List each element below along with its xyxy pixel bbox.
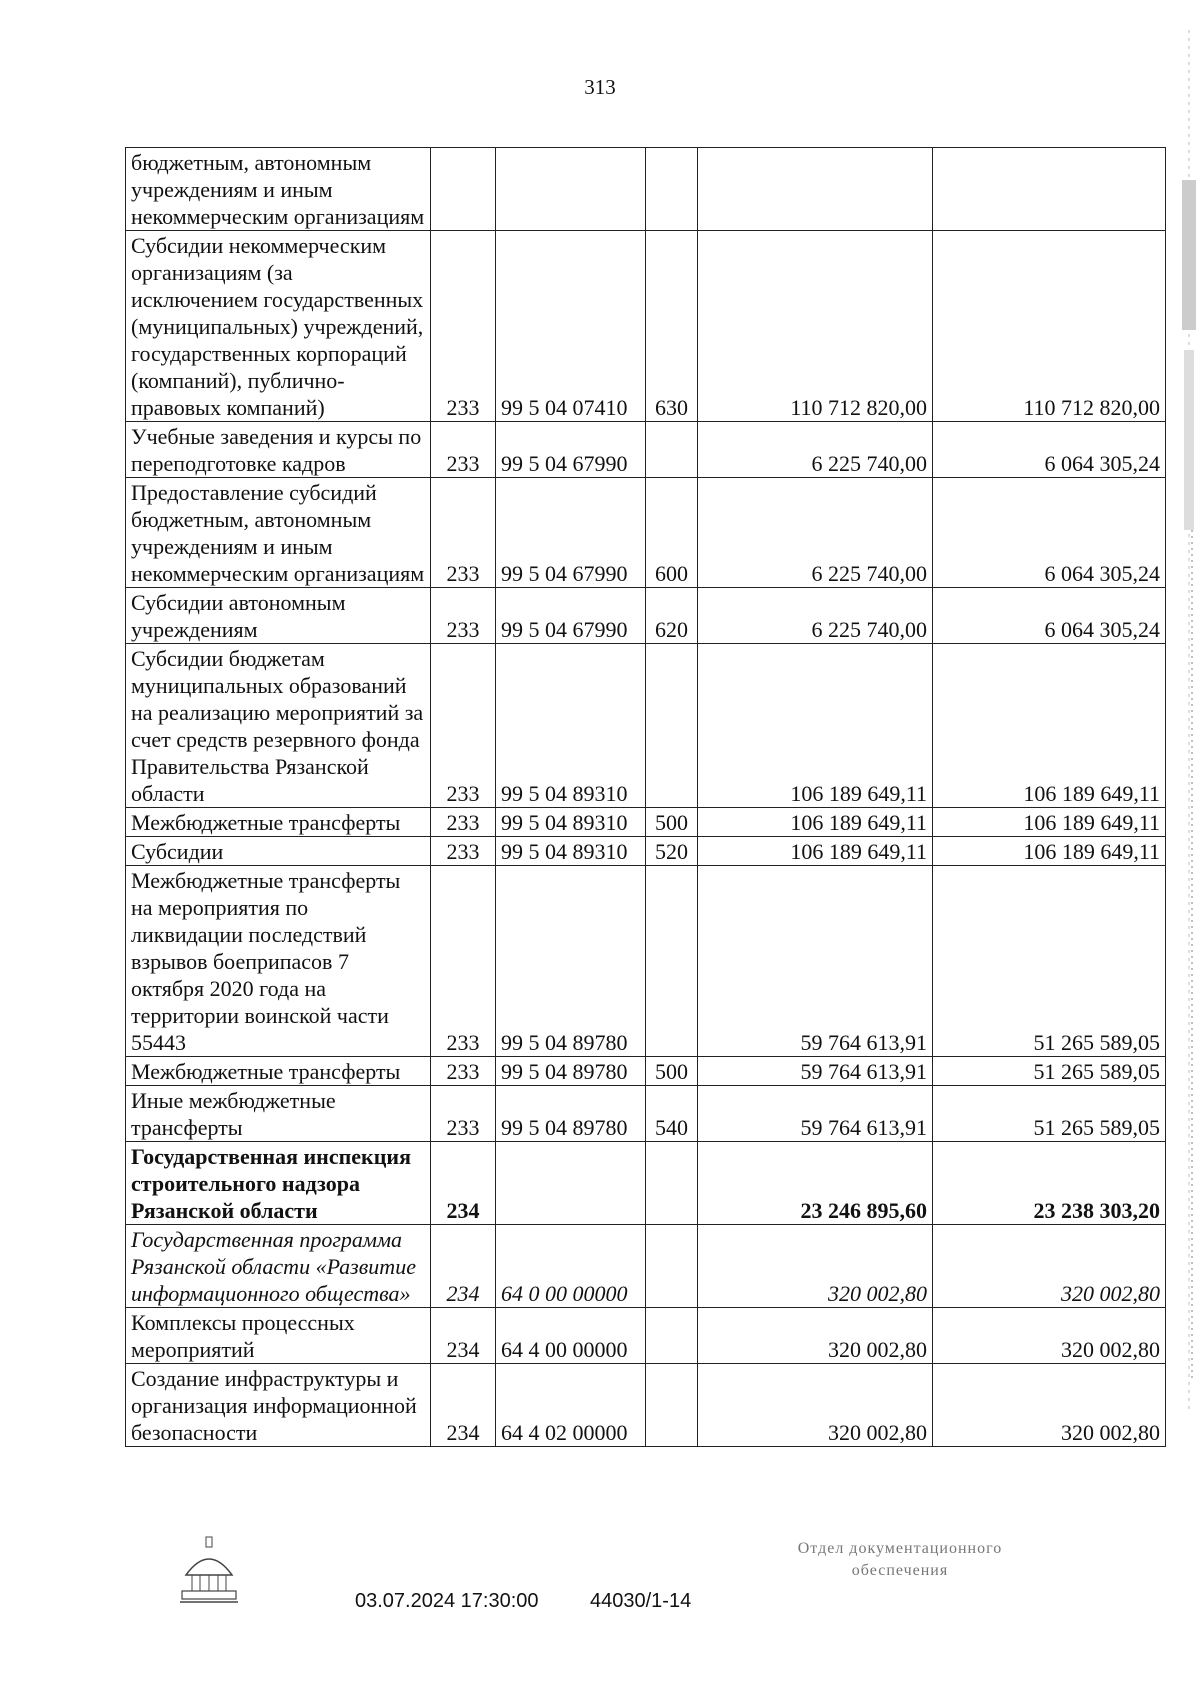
row-name: Межбюджетные трансферты — [126, 1057, 431, 1086]
row-name: Субсидии некоммерческим организациям (за исключением государственных (муниципальных) учреждений, государственных корпораций (компаний), публично-правовых компаний) — [126, 231, 431, 422]
footer-date: 03.07.2024 17:30:00 — [355, 1590, 539, 1612]
stamp-line-2: обеспечения — [851, 1562, 949, 1579]
row-name: Межбюджетные трансферты — [126, 808, 431, 837]
table-row — [126, 808, 1166, 837]
row-cs-code: 99 5 04 67990 — [496, 588, 646, 644]
row-amount-executed: 106 189 649,11 — [933, 808, 1166, 837]
row-name: бюджетным, автономным учреждениям и иным некоммерческим организациям — [126, 148, 431, 231]
row-vr-code — [646, 1142, 698, 1225]
row-cs-code — [496, 148, 646, 231]
row-vr-code: 520 — [646, 837, 698, 866]
row-vr-code: 500 — [646, 1057, 698, 1086]
row-gr-code: 233 — [431, 837, 496, 866]
table-row — [126, 837, 1166, 866]
row-vr-code: 620 — [646, 588, 698, 644]
table-row — [126, 1364, 1166, 1447]
row-cs-code: 99 5 04 67990 — [496, 478, 646, 588]
row-name: Субсидии — [126, 837, 431, 866]
row-amount-planned: 23 246 895,60 — [698, 1142, 933, 1225]
row-cs-code: 64 4 00 00000 — [496, 1308, 646, 1364]
row-cs-code: 99 5 04 89310 — [496, 837, 646, 866]
row-amount-executed: 6 064 305,24 — [933, 478, 1166, 588]
row-amount-planned: 320 002,80 — [698, 1225, 933, 1308]
row-vr-code: 500 — [646, 808, 698, 837]
row-gr-code: 233 — [431, 422, 496, 478]
row-amount-planned: 6 225 740,00 — [698, 588, 933, 644]
row-amount-planned: 106 189 649,11 — [698, 808, 933, 837]
row-cs-code: 99 5 04 89310 — [496, 808, 646, 837]
row-cs-code: 64 4 02 00000 — [496, 1364, 646, 1447]
row-gr-code: 233 — [431, 866, 496, 1057]
table-row — [126, 588, 1166, 644]
row-amount-executed: 106 189 649,11 — [933, 644, 1166, 808]
row-amount-executed: 110 712 820,00 — [933, 231, 1166, 422]
row-amount-executed: 51 265 589,05 — [933, 1057, 1166, 1086]
table-row — [126, 422, 1166, 478]
row-name: Комплексы процессных мероприятий — [126, 1308, 431, 1364]
row-gr-code: 233 — [431, 478, 496, 588]
row-amount-executed: 51 265 589,05 — [933, 1086, 1166, 1142]
row-cs-code — [496, 1142, 646, 1225]
row-amount-executed: 320 002,80 — [933, 1225, 1166, 1308]
row-cs-code: 99 5 04 67990 — [496, 422, 646, 478]
row-amount-executed: 6 064 305,24 — [933, 588, 1166, 644]
row-cs-code: 99 5 04 89780 — [496, 1057, 646, 1086]
row-vr-code — [646, 148, 698, 231]
row-gr-code: 233 — [431, 1057, 496, 1086]
row-amount-executed: 51 265 589,05 — [933, 866, 1166, 1057]
row-amount-executed: 6 064 305,24 — [933, 422, 1166, 478]
row-name: Межбюджетные трансферты на мероприятия по ликвидации последствий взрывов боеприпасов 7 октября 2020 года на территории воинской части 55443 — [126, 866, 431, 1057]
row-gr-code: 233 — [431, 231, 496, 422]
row-cs-code: 99 5 04 89310 — [496, 644, 646, 808]
row-vr-code — [646, 1364, 698, 1447]
row-vr-code: 540 — [646, 1086, 698, 1142]
row-name: Государственная инспекция строительного надзора Рязанской области — [126, 1142, 431, 1225]
row-amount-planned: 6 225 740,00 — [698, 422, 933, 478]
row-amount-planned: 110 712 820,00 — [698, 231, 933, 422]
row-amount-planned: 320 002,80 — [698, 1308, 933, 1364]
row-gr-code: 234 — [431, 1142, 496, 1225]
row-name: Создание инфраструктуры и организация информационной безопасности — [126, 1364, 431, 1447]
row-amount-planned: 106 189 649,11 — [698, 644, 933, 808]
row-name: Субсидии бюджетам муниципальных образований на реализацию мероприятий за счет средств резервного фонда Правительства Рязанской области — [126, 644, 431, 808]
table-row — [126, 644, 1166, 808]
row-name: Государственная программа Рязанской области «Развитие информационного общества» — [126, 1225, 431, 1308]
row-vr-code: 600 — [646, 478, 698, 588]
row-gr-code: 233 — [431, 808, 496, 837]
page-number: 313 — [584, 75, 616, 99]
table-row — [126, 148, 1166, 231]
row-amount-planned: 59 764 613,91 — [698, 1057, 933, 1086]
row-vr-code — [646, 1225, 698, 1308]
row-amount-planned: 106 189 649,11 — [698, 837, 933, 866]
row-vr-code — [646, 644, 698, 808]
row-gr-code: 234 — [431, 1225, 496, 1308]
row-name: Учебные заведения и курсы по переподготовке кадров — [126, 422, 431, 478]
row-cs-code: 99 5 04 89780 — [496, 1086, 646, 1142]
table-row — [126, 231, 1166, 422]
row-amount-planned: 6 225 740,00 — [698, 478, 933, 588]
row-gr-code: 234 — [431, 1364, 496, 1447]
table-row — [126, 1225, 1166, 1308]
budget-table — [125, 147, 1166, 1447]
stamp-line-1: Отдел документационного — [797, 1540, 1003, 1557]
row-vr-code — [646, 866, 698, 1057]
row-name: Предоставление субсидий бюджетным, автономным учреждениям и иным некоммерческим организациям — [126, 478, 431, 588]
row-name: Субсидии автономным учреждениям — [126, 588, 431, 644]
table-row — [126, 866, 1166, 1057]
row-gr-code: 233 — [431, 588, 496, 644]
row-vr-code — [646, 422, 698, 478]
table-body — [126, 148, 1166, 1447]
row-amount-executed: 106 189 649,11 — [933, 837, 1166, 866]
row-gr-code — [431, 148, 496, 231]
table-row — [126, 478, 1166, 588]
row-vr-code: 630 — [646, 231, 698, 422]
scan-edge-marks — [1178, 30, 1200, 1410]
row-gr-code: 233 — [431, 644, 496, 808]
table-row — [126, 1086, 1166, 1142]
table-row — [126, 1308, 1166, 1364]
row-amount-executed: 320 002,80 — [933, 1364, 1166, 1447]
row-amount-planned: 320 002,80 — [698, 1364, 933, 1447]
emblem-logo — [178, 1535, 240, 1605]
row-cs-code: 99 5 04 07410 — [496, 231, 646, 422]
row-cs-code: 99 5 04 89780 — [496, 866, 646, 1057]
row-gr-code: 234 — [431, 1308, 496, 1364]
table-row — [126, 1142, 1166, 1225]
row-amount-planned: 59 764 613,91 — [698, 866, 933, 1057]
row-amount-executed — [933, 148, 1166, 231]
table-row — [126, 1057, 1166, 1086]
row-amount-planned: 59 764 613,91 — [698, 1086, 933, 1142]
row-amount-executed: 23 238 303,20 — [933, 1142, 1166, 1225]
row-amount-planned — [698, 148, 933, 231]
department-stamp — [740, 1538, 1060, 1582]
row-gr-code: 233 — [431, 1086, 496, 1142]
row-amount-executed: 320 002,80 — [933, 1308, 1166, 1364]
footer-registration-number: 44030/1-14 — [590, 1590, 692, 1612]
row-vr-code — [646, 1308, 698, 1364]
row-name: Иные межбюджетные трансферты — [126, 1086, 431, 1142]
row-cs-code: 64 0 00 00000 — [496, 1225, 646, 1308]
